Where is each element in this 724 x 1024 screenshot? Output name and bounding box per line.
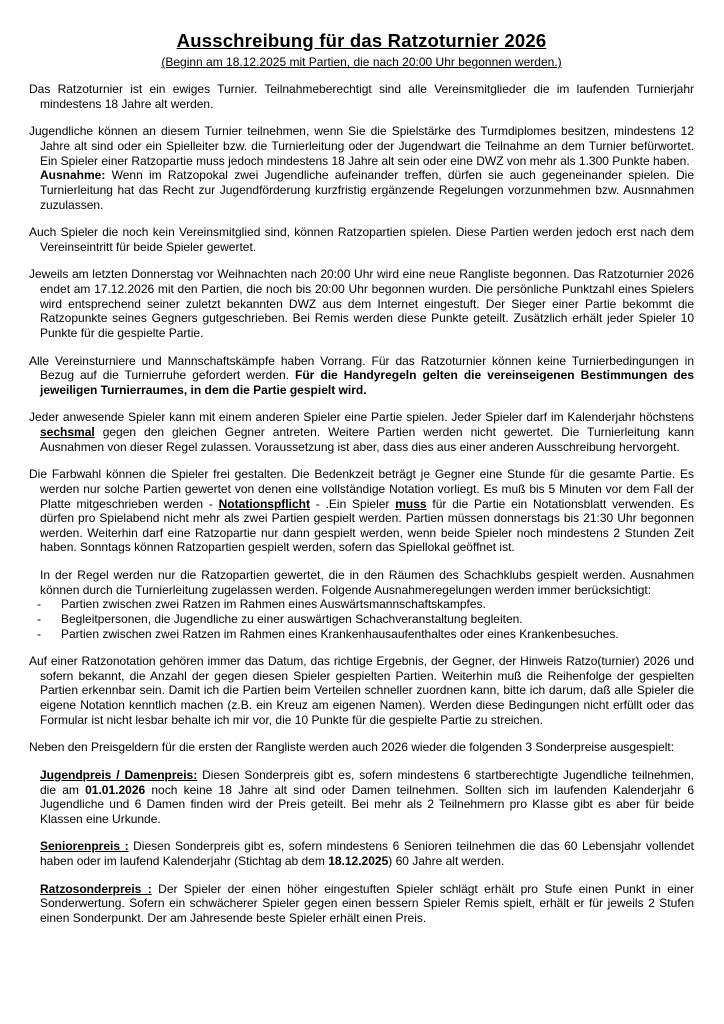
- list-item-text: Begleitpersonen, die Jugendliche zu einer auswärtigen Schachveranstaltung begleiten.: [61, 611, 523, 626]
- paragraph-priority-handy-rules: Alle Vereinsturniere und Mannschaftskämpfe haben Vorrang. Für das Ratzoturnier können keine Turnierbedingungen in Bezug auf die Turnierruhe gefordert werden. Für die Handyregeln gelten die vereinseigenen Bestimmungen des jeweiligen Turnierraumes, in dem die Partie gespielt wird.: [29, 353, 695, 397]
- bullet-marker: -: [37, 611, 41, 626]
- list-item-text: Partien zwischen zwei Ratzen im Rahmen eines Auswärtsmannschaftskampfes.: [61, 597, 486, 612]
- list-item-chaperones: [29, 612, 694, 627]
- paragraph-youth-women-prize: Jugendpreis / Damenpreis: Diesen Sonderpreis gibt es, sofern mindestens 6 startberechtigte Jugendliche teilnehmen, die am 01.01.2026 noch keine 18 Jahre alt sind oder Damen teilnehmen. Sollten sich im laufenden Kalenderjahr 6 Jugendliche und 6 Damen finden wird der Preis geteilt. Bei mehr als 2 Teilnehmern pro Klasse gibt es aber für beide Klassen eine Urkunde.: [40, 767, 694, 826]
- paragraph-ratzo-special-prize: Ratzosonderpreis : Der Spieler der einen höher eingestuften Spieler schlägt erhält pro Stufe einen Punkt in einer Sonderwertung. Sofern ein schwächerer Spieler gegen einen bessern Spieler Remis spielt, erhält er für jeweils 2 Stufen einen Sonderpunkt. Der am Jahresende beste Spieler erhält einen Preis.: [40, 881, 694, 925]
- paragraph-special-prizes-intro: Neben den Preisgeldern für die ersten der Rangliste werden auch 2026 wieder die folgenden 3 Sonderpreise ausgespielt:: [29, 740, 675, 755]
- paragraph-exception-note: Ausnahme: Wenn im Ratzopokal zwei Jugendliche aufeinander treffen, dürfen sie auch gegeneinander spielen. Die Turnierleitung hat das Recht zur Jugendförderung kurzfristig ergänzende Regelungen vorzunmehmen bzw. Ausnnahmen zuzulassen.: [40, 168, 694, 212]
- list-item-hospital: [29, 627, 694, 642]
- document-body: [29, 82, 694, 925]
- paragraph-color-time-notation: Die Farbwahl können die Spieler frei gestalten. Die Bedenkzeit beträgt je Gegner eine Stunde für die gesamte Partie. Es werden nur solche Partien gewertet von denen eine vollständige Notation vorliegt. Es muß bis 5 Minuten vor dem Fall der Platte mitgeschrieben werden - Notationspflicht - .Ein Spieler muss für die Partie ein Notationsblatt verwenden. Es dürfen pro Spielabend nicht mehr als zwei Partien gespielt werden. Partien müssen donnerstags bis 21:30 Uhr begonnen werden. Weiterhin darf eine Ratzopartie nur dann gespielt werden, wenn beide Spieler noch mindestens 2 Stunden Zeit haben. Sonntags können Ratzopartien gespielt werden, sofern das Spiellokal geöffnet ist.: [29, 467, 695, 555]
- paragraph-opponent-limit: Jeder anwesende Spieler kann mit einem anderen Spieler eine Partie spielen. Jeder Spieler darf im Kalenderjahr höchstens sechsmal gegen den gleichen Gegner antreten. Weitere Partien werden nicht gewertet. Die Turnierleitung kann Ausnahmen von dieser Regel zulassen. Voraussetzung ist aber, dass dies aus einer anderen Ausschreibung hervorgeht.: [29, 410, 694, 454]
- paragraph-notation-requirements: Auf einer Ratzonotation gehören immer das Datum, das richtige Ergebnis, der Gegner, der Hinweis Ratzo(turnier) 2026 und sofern bekannt, die Anzahl der gegen diesen Spieler gespielten Partien. Weiterhin muß die Reihenfolge der gespielten Partien erkennbar sein. Damit ich die Partien beim Verteilen schneller zuordnen kann, bitte ich darum, daß alle Spieler die eigene Notation kenntlich machen (z.B. ein Kreuz am eigenen Namen). Werden diese Bedingungen nicht erfüllt oder das Formular ist nicht lesbar behalte ich mir vor, die 10 Punkte für die gespielte Partie zu streichen.: [29, 654, 694, 727]
- list-item-text: Partien zwischen zwei Ratzen im Rahmen eines Krankenhausaufenthaltes oder eines Krankenbesuches.: [61, 626, 619, 641]
- paragraph-non-members: Auch Spieler die noch kein Vereinsmitglied sind, können Ratzopartien spielen. Diese Partien werden jedoch erst nach dem Vereinseintritt für beide Spieler gewertet.: [29, 225, 694, 254]
- page-title: Ausschreibung für das Ratzoturnier 2026: [176, 30, 547, 51]
- paragraph-youth-eligibility: Jugendliche können an diesem Turnier teilnehmen, wenn Sie die Spielstärke des Turmdiplomes besitzen, mindestens 12 Jahre alt sind oder ein Spielleiter bzw. die Turnierleitung oder der Jugendwart die Teilnahme an dem Turnier befürwortet. Ein Spieler einer Ratzopartie muss jedoch mindestens 18 Jahre alt sein oder eine DWZ von mehr als 1.300 Punkte haben.: [29, 124, 694, 168]
- bullet-marker: -: [37, 626, 41, 641]
- paragraph-location-rules-intro: In der Regel werden nur die Ratzopartien gewertet, die in den Räumen des Schachklubs gespielt werden. Ausnahmen können durch die Turnierleitung zugelassen werden. Folgende Ausnahmeregelungen werden immer berücksichtigt:: [40, 568, 694, 597]
- paragraph-ranking-scoring: Jeweils am letzten Donnerstag vor Weihnachten nach 20:00 Uhr wird eine neue Rangliste begonnen. Das Ratzoturnier 2026 endet am 17.12.2026 mit den Partien, die noch bis 20:00 Uhr begonnen wurden. Die persönliche Punktzahl eines Spielers wird entsprechend seiner zuletzt bekannten DWZ aus dem Internet eingestuft. Der Sieger einer Partie bekommt die Ratzopunkte seines Gegners gutgeschrieben. Bei Remis werden diese Punkte geteilt. Zusätzlich erhält jeder Spieler 10 Punkte für die gespielte Partie.: [29, 267, 694, 340]
- list-item-away-match: [29, 597, 694, 612]
- paragraph-eternal-tournament: Das Ratzoturnier ist ein ewiges Turnier. Teilnahmeberechtigt sind alle Vereinsmitglieder die im laufenden Turnierjahr mindestens 18 Jahre alt werden.: [29, 82, 694, 111]
- page-subtitle: (Beginn am 18.12.2025 mit Partien, die nach 20:00 Uhr begonnen werden.): [161, 55, 562, 70]
- paragraph-senior-prize: Seniorenpreis : Diesen Sonderpreis gibt es, sofern mindestens 6 Senioren teilnehmen die das 60 Lebensjahr vollendet haben oder im laufend Kalenderjahr (Stichtag ab dem 18.12.2025) 60 Jahre alt werden.: [40, 839, 694, 869]
- bullet-marker: -: [37, 597, 41, 612]
